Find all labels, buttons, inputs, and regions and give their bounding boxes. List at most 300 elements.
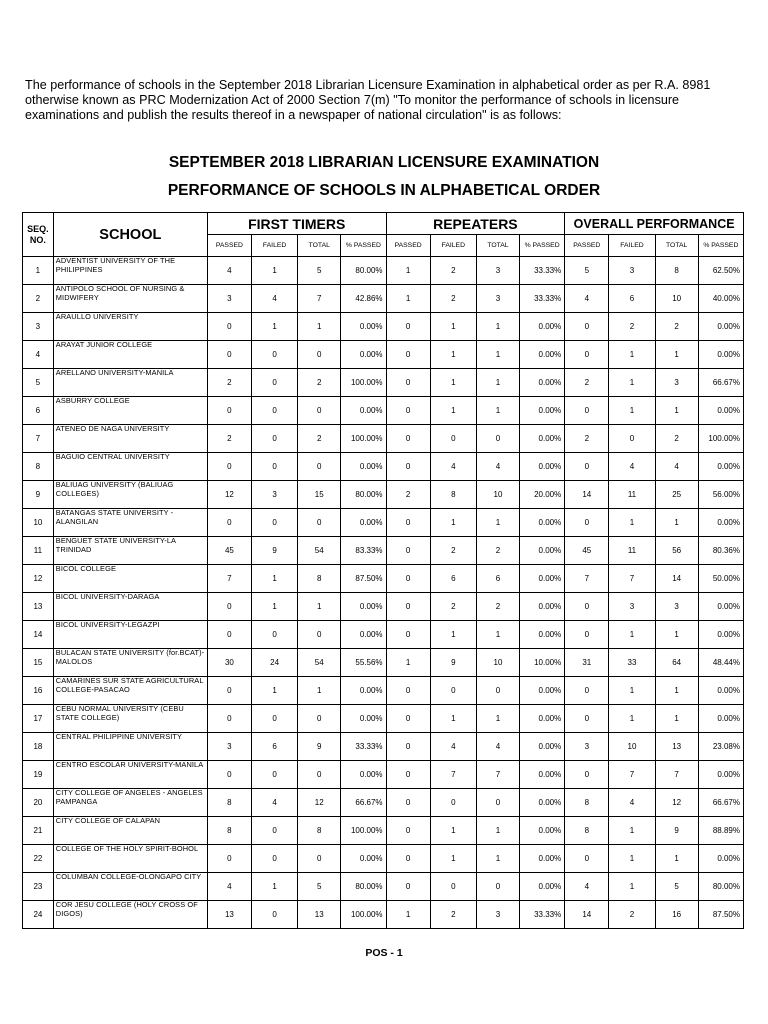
table-row bbox=[23, 481, 744, 509]
overall-failed-cell: 1 bbox=[609, 341, 655, 369]
overall-passed-cell: 3 bbox=[565, 733, 609, 761]
seq-no-cell: 17 bbox=[23, 705, 54, 733]
overall-total-cell: 1 bbox=[655, 397, 698, 425]
seq-no-cell: 7 bbox=[23, 425, 54, 453]
overall-total-cell: 1 bbox=[655, 705, 698, 733]
repeaters-pct-passed-cell: 0.00% bbox=[520, 537, 565, 565]
repeaters-total-cell: 0 bbox=[476, 677, 519, 705]
repeaters-total-cell: 0 bbox=[476, 789, 519, 817]
repeaters-failed-cell: 7 bbox=[430, 761, 476, 789]
repeaters-total-cell: 1 bbox=[476, 369, 519, 397]
first-timers-passed-header: PASSED bbox=[207, 235, 251, 257]
overall-pct-passed-cell: 56.00% bbox=[698, 481, 743, 509]
school-name-cell: CITY COLLEGE OF CALAPAN bbox=[53, 817, 207, 845]
first-timers-total-cell: 8 bbox=[298, 565, 341, 593]
seq-no-cell: 24 bbox=[23, 901, 54, 929]
seq-no-cell: 8 bbox=[23, 453, 54, 481]
repeaters-failed-cell: 1 bbox=[430, 509, 476, 537]
repeaters-passed-cell: 0 bbox=[386, 789, 430, 817]
seq-no-cell: 23 bbox=[23, 873, 54, 901]
table-row bbox=[23, 789, 744, 817]
school-name-cell: BALIUAG UNIVERSITY (BALIUAG COLLEGES) bbox=[53, 481, 207, 509]
overall-total-cell: 10 bbox=[655, 285, 698, 313]
overall-failed-cell: 1 bbox=[609, 369, 655, 397]
first-timers-header: FIRST TIMERS bbox=[207, 213, 386, 235]
first-timers-pct-passed-cell: 66.67% bbox=[341, 789, 386, 817]
first-timers-failed-header: FAILED bbox=[251, 235, 297, 257]
table-row bbox=[23, 397, 744, 425]
repeaters-failed-cell: 1 bbox=[430, 341, 476, 369]
overall-pct-passed-cell: 62.50% bbox=[698, 257, 743, 285]
first-timers-total-cell: 54 bbox=[298, 649, 341, 677]
exam-title: SEPTEMBER 2018 LIBRARIAN LICENSURE EXAMINATION bbox=[168, 154, 600, 171]
repeaters-total-cell: 3 bbox=[476, 285, 519, 313]
table-row bbox=[23, 537, 744, 565]
repeaters-failed-cell: 2 bbox=[430, 593, 476, 621]
overall-passed-cell: 0 bbox=[565, 593, 609, 621]
school-name-cell: CITY COLLEGE OF ANGELES - ANGELES PAMPANGA bbox=[53, 789, 207, 817]
repeaters-passed-cell: 0 bbox=[386, 453, 430, 481]
table-row bbox=[23, 873, 744, 901]
first-timers-pct-passed-cell: 33.33% bbox=[341, 733, 386, 761]
overall-failed-header: FAILED bbox=[609, 235, 655, 257]
table-row bbox=[23, 257, 744, 285]
overall-pct-passed-cell: 0.00% bbox=[698, 453, 743, 481]
table-row bbox=[23, 593, 744, 621]
table-row bbox=[23, 509, 744, 537]
repeaters-failed-cell: 1 bbox=[430, 845, 476, 873]
school-name-cell: ASBURRY COLLEGE bbox=[53, 397, 207, 425]
first-timers-pct-passed-cell: 100.00% bbox=[341, 425, 386, 453]
first-timers-pct-passed-cell: 100.00% bbox=[341, 901, 386, 929]
first-timers-failed-cell: 0 bbox=[251, 621, 297, 649]
repeaters-failed-cell: 2 bbox=[430, 257, 476, 285]
repeaters-pct-passed-cell: 0.00% bbox=[520, 845, 565, 873]
repeaters-passed-cell: 0 bbox=[386, 677, 430, 705]
overall-total-cell: 3 bbox=[655, 369, 698, 397]
overall-pct-passed-cell: 0.00% bbox=[698, 621, 743, 649]
first-timers-total-cell: 0 bbox=[298, 453, 341, 481]
overall-pct-passed-cell: 0.00% bbox=[698, 705, 743, 733]
overall-pct-passed-cell: 23.08% bbox=[698, 733, 743, 761]
overall-failed-cell: 1 bbox=[609, 677, 655, 705]
overall-failed-cell: 11 bbox=[609, 481, 655, 509]
overall-pct-passed-cell: 0.00% bbox=[698, 677, 743, 705]
repeaters-pct-passed-cell: 33.33% bbox=[520, 257, 565, 285]
first-timers-pct-passed-cell: 80.00% bbox=[341, 873, 386, 901]
first-timers-failed-cell: 9 bbox=[251, 537, 297, 565]
performance-table bbox=[22, 212, 744, 929]
seq-no-cell: 2 bbox=[23, 285, 54, 313]
repeaters-passed-header: PASSED bbox=[386, 235, 430, 257]
repeaters-total-cell: 4 bbox=[476, 733, 519, 761]
first-timers-passed-cell: 0 bbox=[207, 341, 251, 369]
repeaters-total-cell: 1 bbox=[476, 817, 519, 845]
first-timers-pct-passed-cell: 87.50% bbox=[341, 565, 386, 593]
first-timers-passed-cell: 3 bbox=[207, 733, 251, 761]
seq-no-cell: 15 bbox=[23, 649, 54, 677]
repeaters-failed-cell: 1 bbox=[430, 397, 476, 425]
repeaters-pct-passed-cell: 0.00% bbox=[520, 341, 565, 369]
first-timers-total-cell: 7 bbox=[298, 285, 341, 313]
school-name-cell: ADVENTIST UNIVERSITY OF THE PHILIPPINES bbox=[53, 257, 207, 285]
repeaters-pct-passed-cell: 0.00% bbox=[520, 817, 565, 845]
page-footer: POS - 1 bbox=[365, 947, 403, 959]
overall-total-cell: 16 bbox=[655, 901, 698, 929]
repeaters-total-cell: 1 bbox=[476, 509, 519, 537]
first-timers-pct-passed-cell: 83.33% bbox=[341, 537, 386, 565]
repeaters-total-cell: 1 bbox=[476, 397, 519, 425]
school-name-cell: ANTIPOLO SCHOOL OF NURSING & MIDWIFERY bbox=[53, 285, 207, 313]
repeaters-total-cell: 1 bbox=[476, 313, 519, 341]
repeaters-pct-passed-cell: 0.00% bbox=[520, 677, 565, 705]
repeaters-header: REPEATERS bbox=[386, 213, 565, 235]
intro-paragraph: The performance of schools in the September 2018 Librarian Licensure Examination in alphabetical order as per R.A. 8981 otherwise known as PRC Modernization Act of 2000 Section 7(m) "To monitor the performance of schools in licensure examinations and publish the results thereof in a newspaper of national circulation" is as follows: bbox=[25, 78, 711, 122]
school-name-cell: COLLEGE OF THE HOLY SPIRIT-BOHOL bbox=[53, 845, 207, 873]
overall-passed-cell: 0 bbox=[565, 313, 609, 341]
first-timers-failed-cell: 0 bbox=[251, 369, 297, 397]
first-timers-passed-cell: 8 bbox=[207, 817, 251, 845]
overall-passed-cell: 0 bbox=[565, 621, 609, 649]
table-row bbox=[23, 565, 744, 593]
school-name-cell: CENTRO ESCOLAR UNIVERSITY-MANILA bbox=[53, 761, 207, 789]
repeaters-passed-cell: 0 bbox=[386, 341, 430, 369]
overall-pct-passed-cell: 87.50% bbox=[698, 901, 743, 929]
repeaters-passed-cell: 0 bbox=[386, 733, 430, 761]
repeaters-total-cell: 1 bbox=[476, 845, 519, 873]
overall-total-cell: 1 bbox=[655, 341, 698, 369]
overall-passed-cell: 45 bbox=[565, 537, 609, 565]
first-timers-failed-cell: 0 bbox=[251, 341, 297, 369]
first-timers-pct-passed-cell: 80.00% bbox=[341, 257, 386, 285]
seq-no-cell: 10 bbox=[23, 509, 54, 537]
repeaters-pct-passed-cell: 33.33% bbox=[520, 901, 565, 929]
first-timers-passed-cell: 45 bbox=[207, 537, 251, 565]
first-timers-failed-cell: 0 bbox=[251, 761, 297, 789]
overall-passed-cell: 0 bbox=[565, 509, 609, 537]
repeaters-failed-cell: 1 bbox=[430, 817, 476, 845]
first-timers-failed-cell: 1 bbox=[251, 313, 297, 341]
school-name-cell: BICOL UNIVERSITY-LEGAZPI bbox=[53, 621, 207, 649]
repeaters-passed-cell: 1 bbox=[386, 257, 430, 285]
first-timers-pct-passed-cell: 55.56% bbox=[341, 649, 386, 677]
repeaters-failed-cell: 6 bbox=[430, 565, 476, 593]
overall-failed-cell: 7 bbox=[609, 761, 655, 789]
overall-failed-cell: 3 bbox=[609, 257, 655, 285]
repeaters-total-header: TOTAL bbox=[476, 235, 519, 257]
overall-pct-passed-cell: 0.00% bbox=[698, 397, 743, 425]
first-timers-passed-cell: 8 bbox=[207, 789, 251, 817]
seq-no-cell: 14 bbox=[23, 621, 54, 649]
repeaters-pct-passed-cell: 0.00% bbox=[520, 621, 565, 649]
repeaters-pct-passed-cell: 10.00% bbox=[520, 649, 565, 677]
overall-passed-cell: 0 bbox=[565, 705, 609, 733]
first-timers-failed-cell: 0 bbox=[251, 425, 297, 453]
first-timers-pct-passed-cell: 0.00% bbox=[341, 453, 386, 481]
overall-pct-passed-cell: 0.00% bbox=[698, 509, 743, 537]
overall-total-cell: 13 bbox=[655, 733, 698, 761]
overall-failed-cell: 1 bbox=[609, 705, 655, 733]
school-name-cell: COLUMBAN COLLEGE-OLONGAPO CITY bbox=[53, 873, 207, 901]
repeaters-failed-cell: 1 bbox=[430, 621, 476, 649]
repeaters-total-cell: 7 bbox=[476, 761, 519, 789]
overall-pct-passed-cell: 88.89% bbox=[698, 817, 743, 845]
school-header: SCHOOL bbox=[53, 213, 207, 257]
overall-performance-header: OVERALL PERFORMANCE bbox=[565, 213, 744, 235]
first-timers-total-cell: 12 bbox=[298, 789, 341, 817]
seq-no-cell: 12 bbox=[23, 565, 54, 593]
overall-total-cell: 2 bbox=[655, 313, 698, 341]
school-name-cell: ARAYAT JUNIOR COLLEGE bbox=[53, 341, 207, 369]
repeaters-total-cell: 10 bbox=[476, 649, 519, 677]
first-timers-passed-cell: 0 bbox=[207, 845, 251, 873]
seq-no-cell: 1 bbox=[23, 257, 54, 285]
first-timers-passed-cell: 13 bbox=[207, 901, 251, 929]
overall-total-cell: 1 bbox=[655, 677, 698, 705]
first-timers-pct-passed-cell: 0.00% bbox=[341, 677, 386, 705]
overall-passed-cell: 4 bbox=[565, 285, 609, 313]
repeaters-pct-passed-cell: 0.00% bbox=[520, 565, 565, 593]
overall-passed-cell: 2 bbox=[565, 369, 609, 397]
overall-failed-cell: 1 bbox=[609, 845, 655, 873]
school-name-cell: BICOL UNIVERSITY-DARAGA bbox=[53, 593, 207, 621]
first-timers-passed-cell: 7 bbox=[207, 565, 251, 593]
first-timers-total-cell: 54 bbox=[298, 537, 341, 565]
first-timers-pct-passed-cell: 0.00% bbox=[341, 397, 386, 425]
repeaters-failed-cell: 4 bbox=[430, 453, 476, 481]
report-title: PERFORMANCE OF SCHOOLS IN ALPHABETICAL ORDER bbox=[167, 182, 601, 199]
table-row bbox=[23, 341, 744, 369]
first-timers-passed-cell: 0 bbox=[207, 705, 251, 733]
first-timers-failed-cell: 1 bbox=[251, 873, 297, 901]
school-name-cell: CENTRAL PHILIPPINE UNIVERSITY bbox=[53, 733, 207, 761]
school-name-cell: CAMARINES SUR STATE AGRICULTURAL COLLEGE-PASACAO bbox=[53, 677, 207, 705]
overall-pct-passed-cell: 0.00% bbox=[698, 845, 743, 873]
overall-passed-cell: 0 bbox=[565, 761, 609, 789]
first-timers-failed-cell: 0 bbox=[251, 509, 297, 537]
overall-pct-passed-cell: 66.67% bbox=[698, 369, 743, 397]
repeaters-total-cell: 6 bbox=[476, 565, 519, 593]
overall-failed-cell: 11 bbox=[609, 537, 655, 565]
overall-total-cell: 2 bbox=[655, 425, 698, 453]
overall-passed-cell: 14 bbox=[565, 481, 609, 509]
first-timers-pct-passed-cell: 0.00% bbox=[341, 313, 386, 341]
first-timers-passed-cell: 30 bbox=[207, 649, 251, 677]
overall-pct-passed-cell: 50.00% bbox=[698, 565, 743, 593]
first-timers-failed-cell: 0 bbox=[251, 845, 297, 873]
first-timers-passed-cell: 4 bbox=[207, 873, 251, 901]
first-timers-total-cell: 0 bbox=[298, 397, 341, 425]
table-row bbox=[23, 677, 744, 705]
overall-total-cell: 25 bbox=[655, 481, 698, 509]
first-timers-failed-cell: 0 bbox=[251, 705, 297, 733]
first-timers-pct-passed-cell: 100.00% bbox=[341, 817, 386, 845]
repeaters-passed-cell: 1 bbox=[386, 285, 430, 313]
first-timers-passed-cell: 4 bbox=[207, 257, 251, 285]
repeaters-failed-cell: 0 bbox=[430, 873, 476, 901]
school-name-cell: ATENEO DE NAGA UNIVERSITY bbox=[53, 425, 207, 453]
repeaters-pct-passed-cell: 0.00% bbox=[520, 733, 565, 761]
table-row bbox=[23, 761, 744, 789]
seq-header-line2: NO. bbox=[29, 234, 46, 245]
overall-total-cell: 4 bbox=[655, 453, 698, 481]
repeaters-passed-cell: 0 bbox=[386, 761, 430, 789]
first-timers-pct-passed-header: % PASSED bbox=[341, 235, 386, 257]
first-timers-total-cell: 15 bbox=[298, 481, 341, 509]
repeaters-failed-cell: 8 bbox=[430, 481, 476, 509]
repeaters-passed-cell: 0 bbox=[386, 397, 430, 425]
first-timers-failed-cell: 1 bbox=[251, 677, 297, 705]
seq-no-cell: 16 bbox=[23, 677, 54, 705]
first-timers-passed-cell: 2 bbox=[207, 369, 251, 397]
first-timers-total-cell: 5 bbox=[298, 873, 341, 901]
overall-failed-cell: 0 bbox=[609, 425, 655, 453]
first-timers-total-cell: 0 bbox=[298, 705, 341, 733]
repeaters-failed-cell: 1 bbox=[430, 369, 476, 397]
table-row bbox=[23, 425, 744, 453]
overall-passed-cell: 14 bbox=[565, 901, 609, 929]
repeaters-total-cell: 3 bbox=[476, 257, 519, 285]
first-timers-pct-passed-cell: 0.00% bbox=[341, 845, 386, 873]
overall-pct-passed-cell: 100.00% bbox=[698, 425, 743, 453]
table-row bbox=[23, 705, 744, 733]
first-timers-failed-cell: 1 bbox=[251, 593, 297, 621]
seq-no-cell: 4 bbox=[23, 341, 54, 369]
overall-total-header: TOTAL bbox=[655, 235, 698, 257]
first-timers-passed-cell: 0 bbox=[207, 761, 251, 789]
first-timers-passed-cell: 3 bbox=[207, 285, 251, 313]
overall-failed-cell: 1 bbox=[609, 621, 655, 649]
first-timers-total-cell: 2 bbox=[298, 425, 341, 453]
first-timers-total-cell: 9 bbox=[298, 733, 341, 761]
table-body bbox=[23, 257, 744, 929]
overall-failed-cell: 4 bbox=[609, 789, 655, 817]
overall-passed-cell: 8 bbox=[565, 817, 609, 845]
overall-pct-passed-cell: 48.44% bbox=[698, 649, 743, 677]
overall-passed-cell: 0 bbox=[565, 397, 609, 425]
table-row bbox=[23, 649, 744, 677]
first-timers-total-cell: 13 bbox=[298, 901, 341, 929]
first-timers-pct-passed-cell: 0.00% bbox=[341, 621, 386, 649]
repeaters-failed-header: FAILED bbox=[430, 235, 476, 257]
first-timers-failed-cell: 24 bbox=[251, 649, 297, 677]
overall-total-cell: 1 bbox=[655, 621, 698, 649]
first-timers-total-cell: 0 bbox=[298, 845, 341, 873]
repeaters-passed-cell: 0 bbox=[386, 537, 430, 565]
overall-passed-cell: 31 bbox=[565, 649, 609, 677]
repeaters-passed-cell: 2 bbox=[386, 481, 430, 509]
seq-no-cell: 20 bbox=[23, 789, 54, 817]
first-timers-pct-passed-cell: 0.00% bbox=[341, 705, 386, 733]
repeaters-pct-passed-cell: 0.00% bbox=[520, 369, 565, 397]
first-timers-failed-cell: 4 bbox=[251, 285, 297, 313]
repeaters-passed-cell: 0 bbox=[386, 817, 430, 845]
first-timers-total-cell: 1 bbox=[298, 677, 341, 705]
repeaters-passed-cell: 0 bbox=[386, 705, 430, 733]
repeaters-total-cell: 10 bbox=[476, 481, 519, 509]
first-timers-passed-cell: 0 bbox=[207, 453, 251, 481]
repeaters-pct-passed-cell: 0.00% bbox=[520, 453, 565, 481]
overall-pct-passed-cell: 0.00% bbox=[698, 593, 743, 621]
repeaters-pct-passed-cell: 0.00% bbox=[520, 705, 565, 733]
overall-passed-cell: 7 bbox=[565, 565, 609, 593]
repeaters-failed-cell: 0 bbox=[430, 425, 476, 453]
overall-failed-cell: 4 bbox=[609, 453, 655, 481]
group-header-row bbox=[23, 213, 744, 235]
first-timers-pct-passed-cell: 0.00% bbox=[341, 593, 386, 621]
first-timers-failed-cell: 3 bbox=[251, 481, 297, 509]
first-timers-failed-cell: 0 bbox=[251, 397, 297, 425]
table-row bbox=[23, 845, 744, 873]
first-timers-failed-cell: 1 bbox=[251, 257, 297, 285]
first-timers-total-cell: 0 bbox=[298, 761, 341, 789]
repeaters-total-cell: 0 bbox=[476, 425, 519, 453]
seq-no-cell: 21 bbox=[23, 817, 54, 845]
repeaters-passed-cell: 0 bbox=[386, 425, 430, 453]
overall-failed-cell: 10 bbox=[609, 733, 655, 761]
overall-passed-cell: 8 bbox=[565, 789, 609, 817]
overall-failed-cell: 1 bbox=[609, 397, 655, 425]
first-timers-pct-passed-cell: 0.00% bbox=[341, 341, 386, 369]
overall-total-cell: 9 bbox=[655, 817, 698, 845]
overall-failed-cell: 2 bbox=[609, 901, 655, 929]
repeaters-failed-cell: 1 bbox=[430, 705, 476, 733]
overall-pct-passed-cell: 0.00% bbox=[698, 313, 743, 341]
first-timers-pct-passed-cell: 0.00% bbox=[341, 509, 386, 537]
repeaters-pct-passed-cell: 0.00% bbox=[520, 397, 565, 425]
overall-passed-cell: 5 bbox=[565, 257, 609, 285]
overall-pct-passed-cell: 40.00% bbox=[698, 285, 743, 313]
repeaters-passed-cell: 0 bbox=[386, 593, 430, 621]
table-row bbox=[23, 285, 744, 313]
repeaters-passed-cell: 0 bbox=[386, 845, 430, 873]
repeaters-pct-passed-cell: 0.00% bbox=[520, 873, 565, 901]
overall-passed-cell: 0 bbox=[565, 453, 609, 481]
overall-pct-passed-cell: 80.36% bbox=[698, 537, 743, 565]
first-timers-total-cell: 5 bbox=[298, 257, 341, 285]
repeaters-passed-cell: 1 bbox=[386, 649, 430, 677]
overall-total-cell: 7 bbox=[655, 761, 698, 789]
overall-failed-cell: 33 bbox=[609, 649, 655, 677]
school-name-cell: COR JESU COLLEGE (HOLY CROSS OF DIGOS) bbox=[53, 901, 207, 929]
repeaters-failed-cell: 9 bbox=[430, 649, 476, 677]
overall-pct-passed-cell: 66.67% bbox=[698, 789, 743, 817]
seq-no-cell: 5 bbox=[23, 369, 54, 397]
repeaters-total-cell: 2 bbox=[476, 593, 519, 621]
table-header bbox=[23, 213, 744, 257]
seq-no-cell: 3 bbox=[23, 313, 54, 341]
repeaters-passed-cell: 0 bbox=[386, 621, 430, 649]
first-timers-total-cell: 1 bbox=[298, 593, 341, 621]
table-row bbox=[23, 369, 744, 397]
repeaters-total-cell: 0 bbox=[476, 873, 519, 901]
first-timers-passed-cell: 0 bbox=[207, 621, 251, 649]
first-timers-total-cell: 0 bbox=[298, 341, 341, 369]
first-timers-passed-cell: 0 bbox=[207, 313, 251, 341]
repeaters-failed-cell: 2 bbox=[430, 901, 476, 929]
seq-no-cell: 18 bbox=[23, 733, 54, 761]
repeaters-passed-cell: 0 bbox=[386, 313, 430, 341]
repeaters-pct-passed-cell: 0.00% bbox=[520, 425, 565, 453]
school-name-cell: ARELLANO UNIVERSITY-MANILA bbox=[53, 369, 207, 397]
seq-no-header bbox=[23, 213, 54, 257]
overall-total-cell: 14 bbox=[655, 565, 698, 593]
overall-failed-cell: 2 bbox=[609, 313, 655, 341]
first-timers-failed-cell: 0 bbox=[251, 817, 297, 845]
repeaters-failed-cell: 4 bbox=[430, 733, 476, 761]
overall-passed-cell: 0 bbox=[565, 845, 609, 873]
repeaters-passed-cell: 0 bbox=[386, 369, 430, 397]
